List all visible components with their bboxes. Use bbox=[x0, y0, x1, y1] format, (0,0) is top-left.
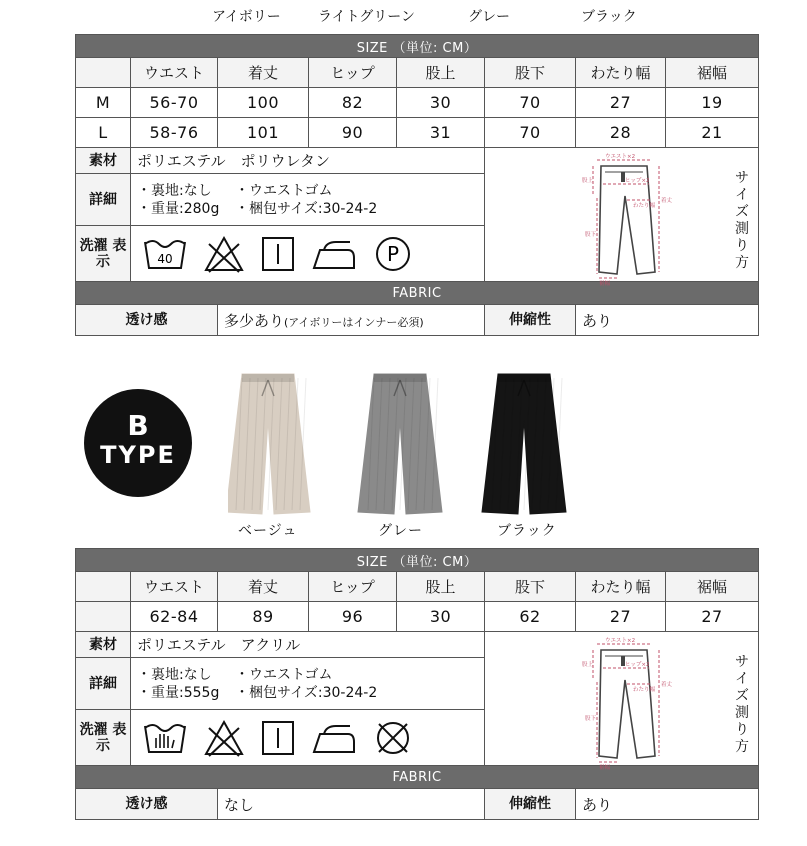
diagram-label: わたり幅 bbox=[633, 687, 656, 693]
table-cell: 96 bbox=[309, 602, 397, 632]
pants-color-beige: ベージュ bbox=[238, 523, 298, 539]
material-value: ポリエステル アクリル bbox=[131, 632, 485, 658]
sheer-value: なし bbox=[218, 789, 485, 820]
size-table-b bbox=[75, 548, 759, 820]
color-name-black: ブラック bbox=[581, 9, 637, 25]
diagram-label: ウエスト×2 bbox=[605, 638, 636, 644]
table-cell: 62 bbox=[485, 602, 576, 632]
detail-item: ・ウエストゴム bbox=[235, 182, 333, 199]
wash-temp: 40 bbox=[157, 251, 173, 266]
header-length: 着丈 bbox=[218, 572, 309, 602]
table-cell: 58-76 bbox=[131, 118, 218, 148]
type-b-pants-photos bbox=[228, 370, 568, 518]
table-row bbox=[76, 88, 759, 118]
line-dry-icon bbox=[260, 234, 296, 274]
header-length: 着丈 bbox=[218, 58, 309, 88]
stretch-label: 伸縮性 bbox=[485, 789, 576, 820]
detail-item: ・ウエストゴム bbox=[235, 666, 333, 683]
table-cell: 27 bbox=[576, 88, 666, 118]
dry-clean-p-icon bbox=[373, 234, 413, 274]
measure-diagram-cell bbox=[485, 148, 759, 286]
header-hem: 裾幅 bbox=[666, 572, 759, 602]
table-cell: 21 bbox=[666, 118, 759, 148]
diagram-label: 着丈 bbox=[661, 682, 673, 688]
iron-low-icon bbox=[310, 234, 358, 274]
size-label bbox=[76, 602, 131, 632]
measure-label: サイズ測り方 bbox=[735, 170, 750, 271]
sheer-value bbox=[218, 305, 485, 336]
header-waist: ウエスト bbox=[131, 572, 218, 602]
detail-value bbox=[131, 174, 485, 226]
color-name-gray: グレー bbox=[468, 9, 510, 25]
size-title-bar: SIZE （単位: CM） bbox=[76, 35, 759, 58]
diagram-label: 裾幅 bbox=[599, 281, 611, 286]
care-label: 洗濯 表示 bbox=[76, 710, 131, 766]
table-cell: 30 bbox=[397, 602, 485, 632]
table-cell: 31 bbox=[397, 118, 485, 148]
pants-color-gray: グレー bbox=[378, 523, 423, 539]
stretch-label: 伸縮性 bbox=[485, 305, 576, 336]
line-dry-icon bbox=[260, 718, 296, 758]
stretch-value: あり bbox=[576, 789, 759, 820]
pants-photo bbox=[358, 374, 442, 514]
diagram-label: 股下 bbox=[585, 232, 597, 238]
pants-photo bbox=[228, 374, 310, 514]
table-cell: 27 bbox=[666, 602, 759, 632]
material-value: ポリエステル ポリウレタン bbox=[131, 148, 485, 174]
header-thigh: わたり幅 bbox=[576, 572, 666, 602]
table-cell: 19 bbox=[666, 88, 759, 118]
detail-label: 詳細 bbox=[76, 658, 131, 710]
dry-clean-letter: P bbox=[387, 241, 400, 266]
diagram-label: 着丈 bbox=[661, 198, 673, 204]
header-waist: ウエスト bbox=[131, 58, 218, 88]
no-bleach-icon bbox=[203, 718, 245, 758]
header-inseam: 股下 bbox=[485, 572, 576, 602]
sheer-value-text: 多少あり bbox=[224, 311, 285, 330]
header-cell bbox=[76, 572, 131, 602]
pants-color-black: ブラック bbox=[497, 523, 557, 539]
diagram-label: 股下 bbox=[585, 716, 597, 722]
sheer-label: 透け感 bbox=[76, 789, 218, 820]
table-cell: 90 bbox=[309, 118, 397, 148]
no-dry-clean-icon bbox=[373, 718, 413, 758]
detail-label: 詳細 bbox=[76, 174, 131, 226]
no-bleach-icon bbox=[203, 234, 245, 274]
detail-item: ・重量:280g bbox=[137, 200, 220, 217]
size-table-a bbox=[75, 34, 759, 336]
detail-item: ・梱包サイズ:30-24-2 bbox=[235, 684, 378, 701]
detail-item: ・梱包サイズ:30-24-2 bbox=[235, 200, 378, 217]
table-cell: 101 bbox=[218, 118, 309, 148]
diagram-label: わたり幅 bbox=[633, 203, 656, 209]
material-label: 素材 bbox=[76, 148, 131, 174]
care-label: 洗濯 表示 bbox=[76, 226, 131, 282]
table-row bbox=[76, 602, 759, 632]
material-label: 素材 bbox=[76, 632, 131, 658]
header-hem: 裾幅 bbox=[666, 58, 759, 88]
hand-wash-icon bbox=[142, 718, 188, 758]
table-cell: 28 bbox=[576, 118, 666, 148]
fabric-title-bar: FABRIC bbox=[76, 282, 759, 305]
measure-label: サイズ測り方 bbox=[735, 654, 750, 755]
table-cell: 62-84 bbox=[131, 602, 218, 632]
detail-item: ・裏地:なし bbox=[137, 666, 212, 683]
table-cell: 56-70 bbox=[131, 88, 218, 118]
table-cell: 89 bbox=[218, 602, 309, 632]
size-title-bar: SIZE （単位: CM） bbox=[76, 549, 759, 572]
header-hip: ヒップ bbox=[309, 572, 397, 602]
detail-item: ・重量:555g bbox=[137, 684, 220, 701]
diagram-label: 股上 bbox=[582, 178, 594, 184]
iron-low-icon bbox=[310, 718, 358, 758]
diagram-label: ヒップ×2 bbox=[625, 178, 650, 184]
type-letter: B bbox=[127, 409, 149, 442]
color-name-light-green: ライトグリーン bbox=[318, 9, 416, 25]
pants-measure-diagram bbox=[493, 636, 753, 770]
type-word: TYPE bbox=[100, 441, 176, 469]
pants-photo bbox=[482, 374, 566, 514]
table-cell: 82 bbox=[309, 88, 397, 118]
table-row bbox=[76, 118, 759, 148]
size-label: L bbox=[76, 118, 131, 148]
pants-measure-diagram bbox=[493, 152, 753, 286]
detail-item: ・裏地:なし bbox=[137, 182, 212, 199]
stretch-value: あり bbox=[576, 305, 759, 336]
sheer-note: (アイボリーはインナー必須) bbox=[284, 315, 424, 329]
diagram-label: ウエスト×2 bbox=[605, 154, 636, 160]
wash-40-icon bbox=[142, 234, 188, 274]
care-icons bbox=[131, 226, 485, 282]
table-cell: 70 bbox=[485, 88, 576, 118]
detail-value bbox=[131, 658, 485, 710]
type-b-badge bbox=[84, 389, 192, 497]
diagram-label: 裾幅 bbox=[599, 765, 611, 770]
header-thigh: わたり幅 bbox=[576, 58, 666, 88]
header-rise: 股上 bbox=[397, 572, 485, 602]
fabric-title-bar: FABRIC bbox=[76, 766, 759, 789]
sheer-label: 透け感 bbox=[76, 305, 218, 336]
table-cell: 70 bbox=[485, 118, 576, 148]
header-cell bbox=[76, 58, 131, 88]
header-inseam: 股下 bbox=[485, 58, 576, 88]
table-cell: 100 bbox=[218, 88, 309, 118]
header-hip: ヒップ bbox=[309, 58, 397, 88]
table-cell: 30 bbox=[397, 88, 485, 118]
diagram-label: ヒップ×2 bbox=[625, 662, 650, 668]
table-cell: 27 bbox=[576, 602, 666, 632]
header-rise: 股上 bbox=[397, 58, 485, 88]
size-label: M bbox=[76, 88, 131, 118]
care-icons bbox=[131, 710, 485, 766]
measure-diagram-cell bbox=[485, 632, 759, 770]
diagram-label: 股上 bbox=[582, 662, 594, 668]
color-name-ivory: アイボリー bbox=[212, 9, 281, 25]
